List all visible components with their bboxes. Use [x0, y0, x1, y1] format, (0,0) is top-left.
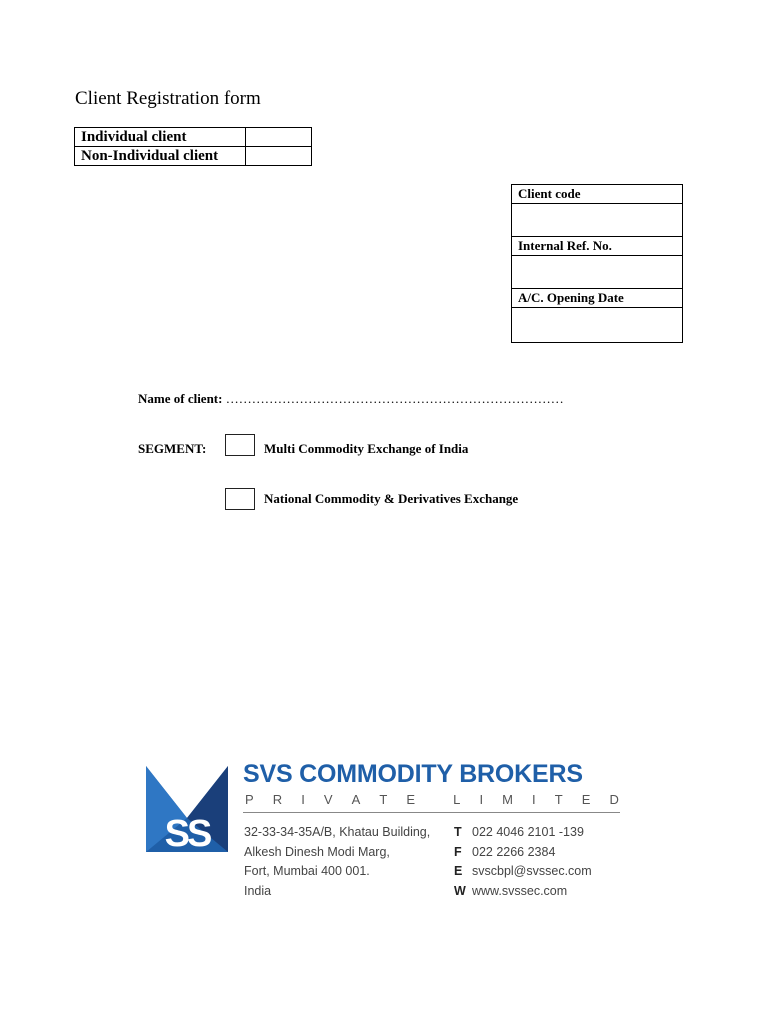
address-line: India: [244, 883, 272, 898]
logo-lettering: SS: [164, 813, 210, 852]
client-name-field[interactable]: ……………………………………………………………………: [225, 391, 564, 406]
contact-phone: [454, 823, 592, 843]
letterhead-divider: [243, 812, 620, 813]
private-limited: [245, 792, 619, 807]
contact-fax: [454, 843, 592, 863]
address-line: Alkesh Dinesh Modi Marg,: [244, 844, 390, 859]
client-name-label: Name of client:: [138, 391, 223, 406]
email-value[interactable]: svscbpl@svssec.com: [472, 864, 592, 878]
opening-date-label: A/C. Opening Date: [512, 289, 682, 308]
client-type-checkbox[interactable]: [246, 147, 312, 166]
pvt-letter: I: [532, 792, 536, 807]
pvt-letter: I: [301, 792, 305, 807]
mcx-segment-label: Multi Commodity Exchange of India: [264, 441, 469, 456]
fax-key: F: [454, 844, 462, 859]
ncdex-checkbox[interactable]: [225, 488, 255, 510]
client-type-label: Non-Individual client: [75, 147, 246, 166]
pvt-letter: L: [453, 792, 461, 807]
company-contacts: [454, 823, 592, 901]
internal-ref-field[interactable]: [512, 256, 682, 289]
pvt-letter: A: [351, 792, 361, 807]
pvt-letter: P: [245, 792, 254, 807]
pvt-letter: V: [323, 792, 333, 807]
pvt-letter: D: [609, 792, 619, 807]
web-key: W: [454, 883, 466, 898]
address-line: Fort, Mumbai 400 001.: [244, 864, 370, 878]
client-code-field[interactable]: [512, 204, 682, 237]
pvt-letter: E: [406, 792, 416, 807]
contact-web: [454, 882, 592, 902]
email-key: E: [454, 864, 463, 878]
web-value[interactable]: www.svssec.com: [472, 883, 568, 898]
ncdex-segment-label: National Commodity & Derivatives Exchange: [264, 491, 519, 506]
form-title: Client Registration form: [75, 88, 261, 109]
pvt-letter: M: [502, 792, 513, 807]
client-type-row: [75, 128, 312, 147]
pvt-letter: T: [379, 792, 388, 807]
company-name: SVS COMMODITY BROKERS: [243, 760, 583, 788]
office-use-box: [511, 184, 683, 343]
client-type-table: [74, 127, 312, 166]
client-type-label: Individual client: [75, 128, 246, 147]
fax-value: 022 2266 2384: [472, 844, 556, 859]
client-type-checkbox[interactable]: [246, 128, 312, 147]
svs-logo: [146, 766, 228, 852]
phone-value: 022 4046 2101 -139: [472, 825, 584, 839]
pvt-letter: E: [581, 792, 591, 807]
pvt-letter: I: [479, 792, 484, 807]
client-name-line: [138, 391, 564, 407]
mcx-checkbox[interactable]: [225, 434, 255, 456]
address-line: 32-33-34-35A/B, Khatau Building,: [244, 825, 431, 839]
contact-email: [454, 862, 592, 882]
phone-key: T: [454, 825, 462, 839]
pvt-letter: R: [272, 792, 283, 807]
internal-ref-label: Internal Ref. No.: [512, 237, 682, 256]
client-code-label: Client code: [512, 185, 682, 204]
company-address: [244, 823, 430, 901]
client-type-row: [75, 147, 312, 166]
opening-date-field[interactable]: [512, 308, 682, 342]
pvt-letter: T: [554, 792, 563, 807]
segment-label: SEGMENT:: [138, 441, 207, 456]
